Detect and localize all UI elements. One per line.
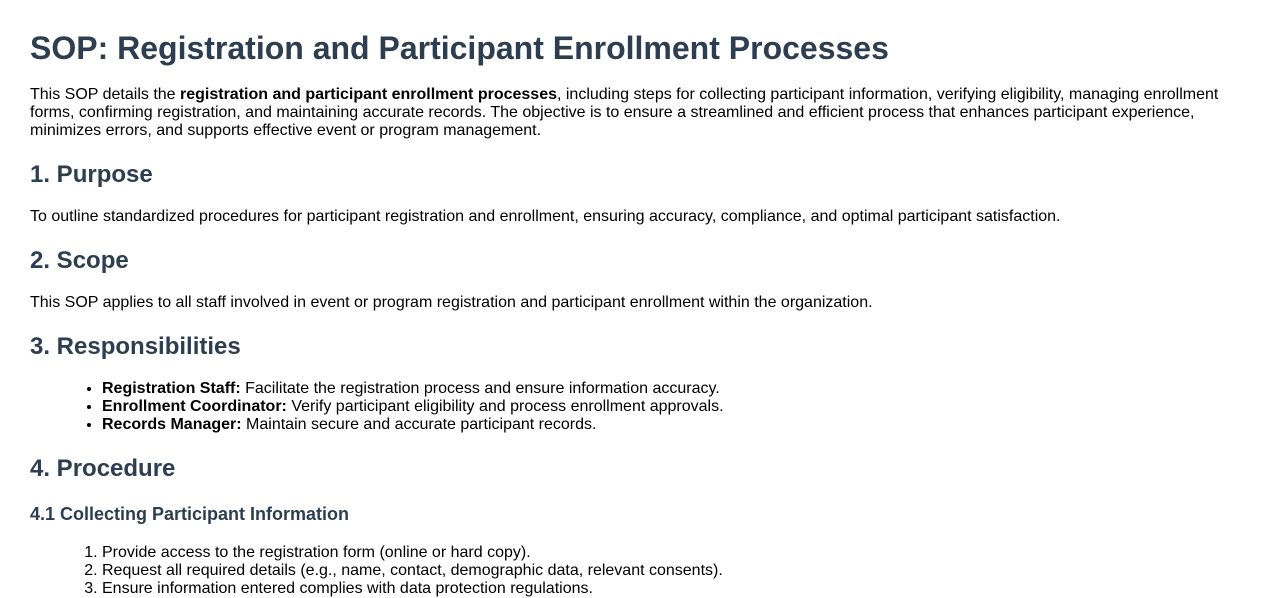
list-item xyxy=(102,380,1233,398)
section-heading-procedure: 4. Procedure xyxy=(30,455,176,482)
collecting-steps-list xyxy=(30,544,1233,598)
intro-paragraph xyxy=(30,86,1233,140)
subsection-heading-collecting: 4.1 Collecting Participant Information xyxy=(30,504,350,524)
list-item: 1. Provide access to the registration form (online or hard copy). xyxy=(102,544,1233,562)
role-description: Maintain secure and accurate participant records. xyxy=(241,416,597,433)
list-item: 2. Request all required details (e.g., name, contact, demographic data, relevant consents). xyxy=(102,562,1233,580)
intro-text-before: This SOP details the xyxy=(30,86,180,103)
page-title: SOP: Registration and Participant Enrollment Processes xyxy=(30,30,889,66)
list-item xyxy=(102,416,1233,434)
role-label: Enrollment Coordinator: xyxy=(102,398,287,415)
list-item: 3. Ensure information entered complies with data protection regulations. xyxy=(102,580,1233,598)
role-description: Facilitate the registration process and ensure information accuracy. xyxy=(240,380,720,397)
responsibilities-list xyxy=(30,380,1233,434)
role-label: Records Manager: xyxy=(102,416,242,433)
intro-text-after: , including steps for collecting participant information, verifying eligibility, managing enrollment forms, confirming registration, and maintaining accurate records. The objective is to ensure a streamlined and efficient process that enhances participant experience, minimizes errors, and supports effective event or program management. xyxy=(30,86,1219,139)
list-item xyxy=(102,398,1233,416)
scope-text: This SOP applies to all staff involved in event or program registration and participant enrollment within the organization. xyxy=(30,294,873,311)
section-heading-scope: 2. Scope xyxy=(30,247,129,274)
purpose-text: To outline standardized procedures for participant registration and enrollment, ensuring accuracy, compliance, and optimal participant satisfaction. xyxy=(30,208,1061,225)
role-label: Registration Staff: xyxy=(102,380,241,397)
section-heading-responsibilities: 3. Responsibilities xyxy=(30,333,241,360)
role-description: Verify participant eligibility and process enrollment approvals. xyxy=(286,398,724,415)
intro-text-bold: registration and participant enrollment processes xyxy=(180,86,557,103)
section-heading-purpose: 1. Purpose xyxy=(30,161,153,188)
